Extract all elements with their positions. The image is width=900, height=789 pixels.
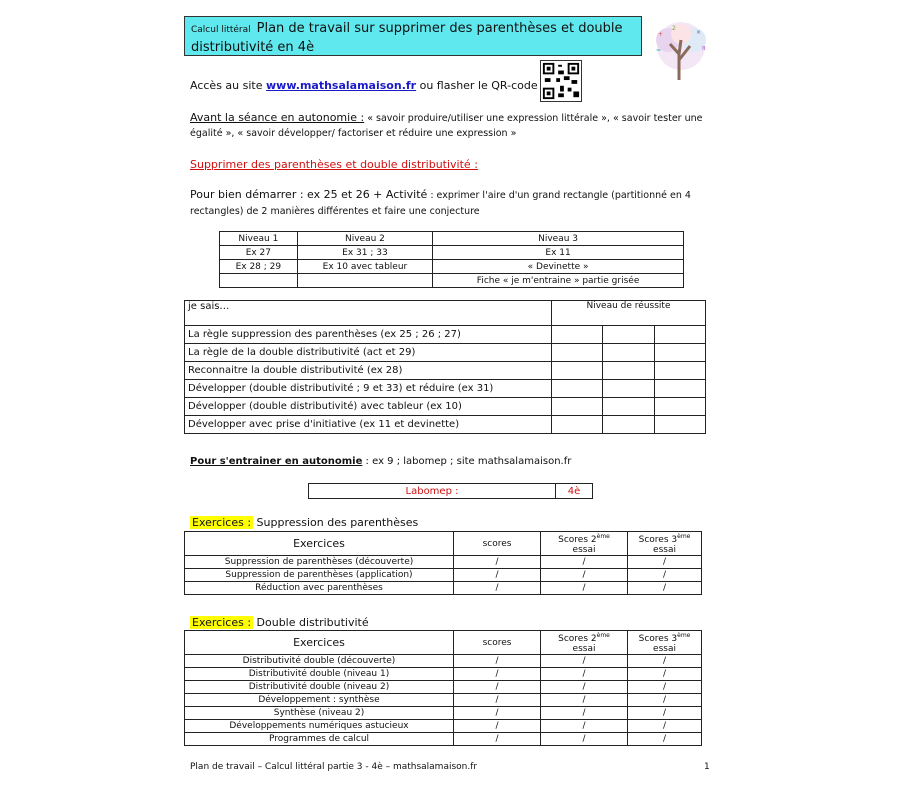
col-scores: scores — [454, 631, 541, 655]
score[interactable]: / — [628, 720, 702, 733]
level-box[interactable] — [552, 398, 603, 416]
header-label: Calcul littéral — [191, 25, 251, 35]
score[interactable]: / — [628, 582, 702, 595]
level-box[interactable] — [552, 326, 603, 344]
skill-item: La règle suppression des parenthèses (ex 25 ; 26 ; 27) — [185, 326, 552, 344]
score[interactable]: / — [541, 569, 628, 582]
level-cell — [220, 274, 298, 288]
levels-table — [219, 231, 684, 288]
exercise-name: Distributivité double (découverte) — [185, 655, 454, 668]
skills-header: je sais… — [185, 301, 552, 326]
level-cell: « Devinette » — [433, 260, 684, 274]
level-box[interactable] — [654, 398, 705, 416]
level-box[interactable] — [552, 380, 603, 398]
page-number: 1 — [704, 762, 710, 772]
score[interactable]: / — [628, 694, 702, 707]
tree-illustration — [646, 20, 716, 84]
skills-table — [184, 300, 706, 434]
level-cell: Ex 28 ; 29 — [220, 260, 298, 274]
score[interactable]: / — [541, 707, 628, 720]
level-header: Niveau 3 — [433, 232, 684, 246]
start-prefix: Pour bien démarrer : ex 25 et 26 + Activité — [190, 188, 428, 201]
score[interactable]: / — [454, 556, 541, 569]
score[interactable]: / — [628, 668, 702, 681]
section-title — [190, 158, 478, 171]
access-suffix: ou flasher le QR-code — [416, 79, 538, 92]
skill-item: Développer (double distributivité) avec tableur (ex 10) — [185, 398, 552, 416]
col-scores: scores — [454, 532, 541, 556]
score[interactable]: / — [454, 655, 541, 668]
score[interactable]: / — [454, 681, 541, 694]
col-exercices: Exercices — [185, 631, 454, 655]
score[interactable]: / — [541, 668, 628, 681]
score[interactable]: / — [454, 582, 541, 595]
level-box[interactable] — [552, 416, 603, 434]
table1-tag: Exercices : — [192, 516, 252, 529]
table2 — [184, 630, 702, 746]
score[interactable]: / — [541, 582, 628, 595]
before-text: « savoir produire/utiliser une expression littérale », « savoir tester une égalité », « savoir développer/ factoriser et réduire une expression » — [190, 113, 703, 139]
score[interactable]: / — [541, 655, 628, 668]
level-box[interactable] — [603, 398, 654, 416]
level-box[interactable] — [654, 344, 705, 362]
level-header: Niveau 1 — [220, 232, 298, 246]
score[interactable]: / — [454, 733, 541, 746]
skill-item: La règle de la double distributivité (act et 29) — [185, 344, 552, 362]
skill-item: Développer avec prise d'initiative (ex 11 et devinette) — [185, 416, 552, 434]
exercise-name: Réduction avec parenthèses — [185, 582, 454, 595]
level-cell: Ex 27 — [220, 246, 298, 260]
score[interactable]: / — [628, 655, 702, 668]
level-cell: Ex 11 — [433, 246, 684, 260]
exercise-name: Programmes de calcul — [185, 733, 454, 746]
col-scores3: Scores 3ème essai — [628, 532, 702, 556]
qr-code[interactable] — [540, 60, 582, 102]
table2-tag: Exercices : — [192, 616, 252, 629]
skill-item: Reconnaitre la double distributivité (ex 28) — [185, 362, 552, 380]
table2-heading: Double distributivité — [256, 616, 369, 629]
svg-text:2: 2 — [672, 25, 676, 32]
level-box[interactable] — [654, 362, 705, 380]
before-session — [190, 110, 710, 141]
score[interactable]: / — [541, 694, 628, 707]
exercise-name: Développement : synthèse — [185, 694, 454, 707]
level-box[interactable] — [603, 326, 654, 344]
exercise-name: Synthèse (niveau 2) — [185, 707, 454, 720]
level-cell: Ex 31 ; 33 — [297, 246, 432, 260]
labomep-table — [308, 483, 593, 499]
exercise-name: Distributivité double (niveau 2) — [185, 681, 454, 694]
score[interactable]: / — [541, 556, 628, 569]
score[interactable]: / — [628, 733, 702, 746]
col-exercices: Exercices — [185, 532, 454, 556]
score[interactable]: / — [454, 707, 541, 720]
level-box[interactable] — [603, 416, 654, 434]
table1-heading: Suppression des parenthèses — [256, 516, 419, 529]
col-scores2: Scores 2ème essai — [541, 532, 628, 556]
level-box[interactable] — [552, 344, 603, 362]
training-line — [190, 456, 571, 467]
training-text: : ex 9 ; labomep ; site mathsalamaison.fr — [362, 456, 572, 467]
table1 — [184, 531, 702, 595]
svg-text:π: π — [702, 45, 706, 52]
score[interactable]: / — [454, 720, 541, 733]
svg-text:+: + — [658, 31, 664, 38]
access-line — [190, 79, 538, 92]
level-cell: Ex 10 avec tableur — [297, 260, 432, 274]
score[interactable]: / — [541, 733, 628, 746]
svg-text:=: = — [656, 47, 662, 54]
header-banner — [184, 16, 642, 56]
score[interactable]: / — [628, 569, 702, 582]
level-cell: Fiche « je m'entraine » partie grisée — [433, 274, 684, 288]
score[interactable]: / — [454, 694, 541, 707]
exercise-name: Distributivité double (niveau 1) — [185, 668, 454, 681]
skill-item: Développer (double distributivité ; 9 et 33) et réduire (ex 31) — [185, 380, 552, 398]
table2-title — [190, 616, 369, 629]
score[interactable]: / — [628, 556, 702, 569]
table1-title — [190, 516, 418, 529]
score[interactable]: / — [628, 681, 702, 694]
exercise-name: Suppression de parenthèses (découverte) — [185, 556, 454, 569]
level-box[interactable] — [603, 362, 654, 380]
level-box[interactable] — [654, 326, 705, 344]
labomep-level: 4è — [556, 484, 593, 499]
col-scores3: Scores 3ème essai — [628, 631, 702, 655]
level-box[interactable] — [552, 362, 603, 380]
score[interactable]: / — [628, 707, 702, 720]
level-box[interactable] — [654, 416, 705, 434]
access-prefix: Accès au site — [190, 79, 266, 92]
svg-text:×: × — [696, 29, 702, 36]
start-description: : exprimer l'aire d'un grand rectangle (partitionné en 4 rectangles) de 2 manières différentes et faire une conjecture — [190, 190, 691, 217]
exercise-name: Suppression de parenthèses (application) — [185, 569, 454, 582]
section-title-text: Supprimer des parenthèses et double distributivité : — [190, 158, 478, 171]
labomep-label: Labomep : — [309, 484, 556, 499]
site-link[interactable]: www.mathsalamaison.fr — [266, 79, 417, 92]
start-text — [190, 187, 710, 220]
exercise-name: Développements numériques astucieux — [185, 720, 454, 733]
level-header: Niveau 2 — [297, 232, 432, 246]
score[interactable]: / — [541, 720, 628, 733]
score[interactable]: / — [541, 681, 628, 694]
score[interactable]: / — [454, 668, 541, 681]
training-heading: Pour s'entrainer en autonomie — [190, 456, 363, 467]
level-box[interactable] — [654, 380, 705, 398]
before-heading: Avant la séance en autonomie : — [190, 111, 365, 124]
footer-text: Plan de travail – Calcul littéral partie 3 - 4è – mathsalamaison.fr — [190, 762, 478, 772]
level-box[interactable] — [603, 380, 654, 398]
page-title: Plan de travail sur supprimer des parenthèses et double distributivité en 4è — [191, 21, 623, 55]
level-box[interactable] — [603, 344, 654, 362]
level-cell — [297, 274, 432, 288]
col-scores2: Scores 2ème essai — [541, 631, 628, 655]
score[interactable]: / — [454, 569, 541, 582]
success-level-header: Niveau de réussite — [552, 301, 706, 326]
